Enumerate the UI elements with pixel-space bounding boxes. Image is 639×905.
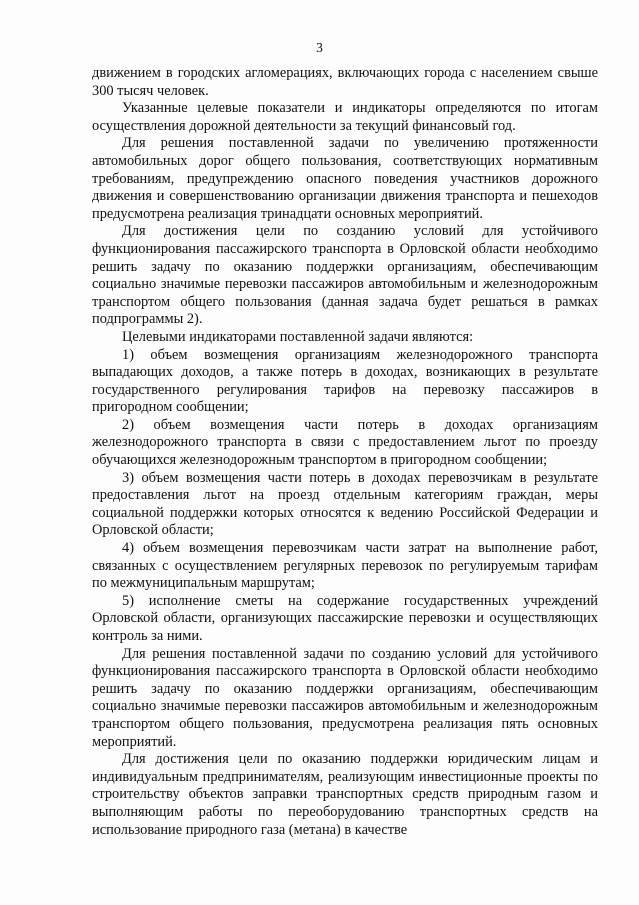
paragraph-indicators-determination: Указанные целевые показатели и индикаторы определяются по итогам осуществления дорожной деятельности за текущий финансовый год.	[92, 100, 598, 134]
list-item-1: 1) объем возмещения организациям железнодорожного транспорта выпадающих доходов, а также потерь в доходах, возникающих в результате государственного регулирования тарифов на перевозку пассажиров в пригородном сообщении;	[92, 346, 598, 416]
paragraph-continuation: движением в городских агломерациях, включающих города с населением свыше 300 тысяч человек.	[92, 65, 598, 99]
page-number: 3	[316, 40, 323, 55]
list-item-2: 2) объем возмещения части потерь в доходах организациям железнодорожного транспорта в связи с предоставлением льгот по проезду обучающихся железнодорожным транспортом в пригородном сообщении;	[92, 416, 598, 469]
paragraph-gas-support-goal: Для достижения цели по оказанию поддержки юридическим лицам и индивидуальным предпринимателям, реализующим инвестиционные проекты по строительству объектов заправки транспортных средств природным газом и выполняющим работы по переоборудованию транспортных средств на использование природного газа (метана) в качестве	[92, 751, 598, 838]
paragraph-transport-measures: Для решения поставленной задачи по созданию условий для устойчивого функционирования пассажирского транспорта в Орловской области необходимо решить задачу по оказанию поддержки организациям, обеспечивающим социально значимые перевозки пассажиров автомобильным и железнодорожным транспортом общего пользования, предусмотрена реализация пять основных мероприятий.	[92, 645, 598, 750]
paragraph-indicators-intro: Целевыми индикаторами поставленной задачи являются:	[122, 328, 474, 345]
list-item-5: 5) исполнение сметы на содержание государственных учреждений Орловской области, организующих пассажирские перевозки и осуществляющих контроль за ними.	[92, 592, 598, 644]
paragraph-road-task-measures: Для решения поставленной задачи по увеличению протяженности автомобильных дорог общего пользования, соответствующих нормативным требованиям, предупреждению опасного поведения участников дорожного движения и совершенствованию организации движения транспорта и пешеходов предусмотрена реализация тринадцати основных мероприятий.	[92, 135, 598, 222]
paragraph-transport-goal: Для достижения цели по созданию условий для устойчивого функционирования пассажирского транспорта в Орловской области необходимо решить задачу по оказанию поддержки организациям, обеспечивающим социально значимые перевозки пассажиров автомобильным и железнодорожным транспортом общего пользования (данная задача будет решаться в рамках подпрограммы 2).	[92, 223, 598, 328]
list-item-4: 4) объем возмещения перевозчикам части затрат на выполнение работ, связанных с осуществлением регулярных перевозок по регулируемым тарифам по межмуниципальным маршрутам;	[92, 540, 598, 592]
document-body	[92, 65, 598, 839]
list-item-3: 3) объем возмещения части потерь в доходах перевозчикам в результате предоставления льгот на проезд отдельным категориям граждан, меры социальной поддержки которых относятся к ведению Российской Федерации и Орловской области;	[92, 469, 598, 539]
